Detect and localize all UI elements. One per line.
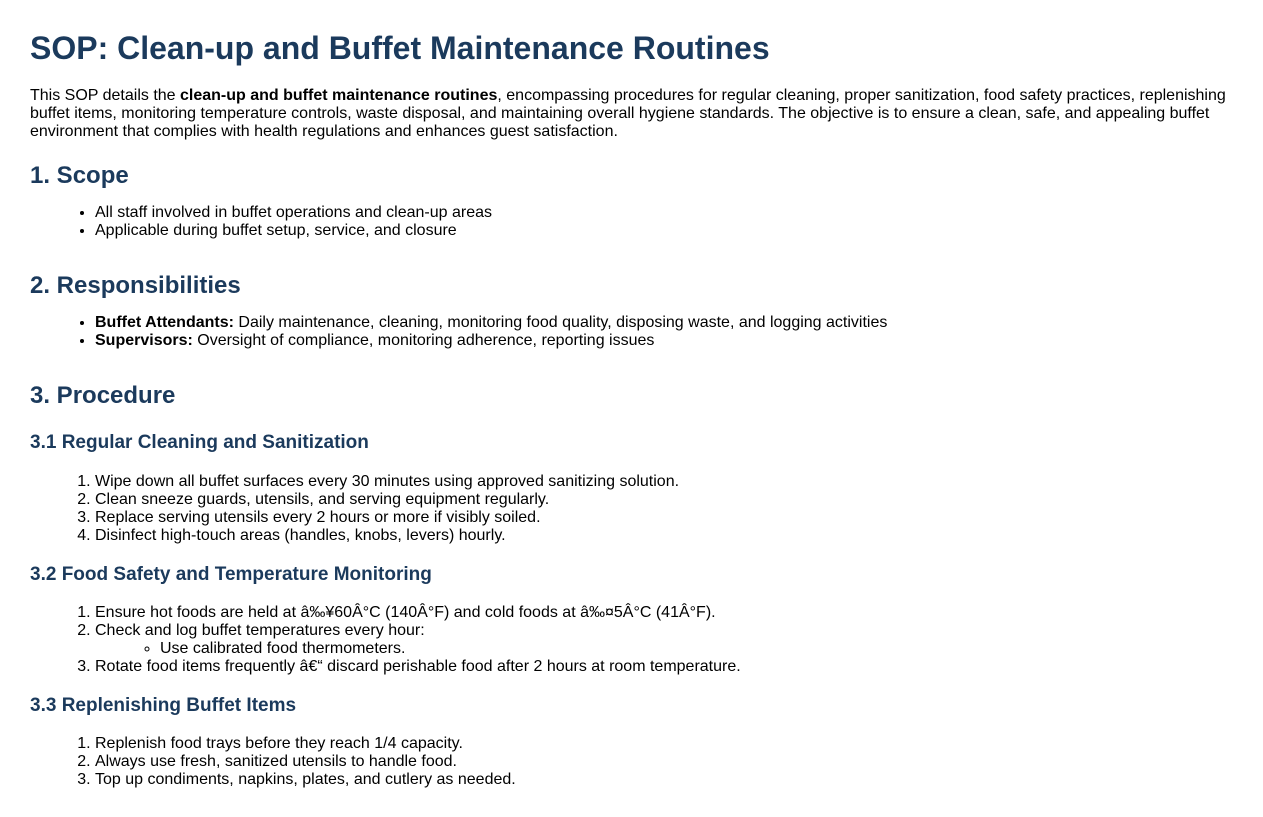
page-title: SOP: Clean-up and Buffet Maintenance Routines — [30, 30, 770, 66]
cleaning-list — [30, 473, 1233, 545]
food-safety-substep: ◦ Use calibrated food thermometers. — [160, 640, 1233, 658]
intro-text-after: , encompassing procedures for regular cleaning, proper sanitization, food safety practices, replenishing buffet items, monitoring temperature controls, waste disposal, and maintaining overall hygiene standards. The objective is to ensure a clean, safe, and appealing buffet environment that complies with health regulations and enhances guest satisfaction. — [30, 87, 1226, 140]
food-safety-step: 3. Rotate food items frequently â€“ discard perishable food after 2 hours at room temperature. — [95, 658, 1233, 676]
responsibility-text: Oversight of compliance, monitoring adherence, reporting issues — [192, 332, 655, 349]
responsibility-role: Buffet Attendants: — [95, 314, 234, 331]
replenishing-heading: 3.3 Replenishing Buffet Items — [30, 695, 297, 716]
scope-item: • All staff involved in buffet operations and clean-up areas — [95, 204, 1233, 222]
cleaning-step: 1. Wipe down all buffet surfaces every 30 minutes using approved sanitizing solution. — [95, 473, 1233, 491]
food-safety-step-text: Check and log buffet temperatures every hour: — [95, 622, 425, 639]
intro-paragraph — [30, 87, 1233, 141]
document — [0, 30, 1263, 789]
cleaning-step: 4. Disinfect high-touch areas (handles, knobs, levers) hourly. — [95, 527, 1233, 545]
food-safety-step — [95, 622, 1233, 658]
cleaning-step: 3. Replace serving utensils every 2 hours or more if visibly soiled. — [95, 509, 1233, 527]
responsibility-item — [95, 314, 1233, 332]
cleaning-step: 2. Clean sneeze guards, utensils, and serving equipment regularly. — [95, 491, 1233, 509]
scope-heading: 1. Scope — [30, 162, 129, 189]
intro-text-bold: clean-up and buffet maintenance routines — [180, 87, 498, 104]
cleaning-heading: 3.1 Regular Cleaning and Sanitization — [30, 432, 369, 453]
scope-item: • Applicable during buffet setup, service, and closure — [95, 222, 1233, 240]
replenishing-step: 3. Top up condiments, napkins, plates, and cutlery as needed. — [95, 771, 1233, 789]
procedure-heading: 3. Procedure — [30, 382, 176, 409]
replenishing-step: 1. Replenish food trays before they reach 1/4 capacity. — [95, 735, 1233, 753]
responsibility-role: Supervisors: — [95, 332, 193, 349]
responsibility-item — [95, 332, 1233, 350]
scope-list — [30, 204, 1233, 240]
intro-text-before: This SOP details the — [30, 87, 180, 104]
food-safety-heading: 3.2 Food Safety and Temperature Monitoring — [30, 564, 432, 585]
responsibility-text: Daily maintenance, cleaning, monitoring food quality, disposing waste, and logging activities — [233, 314, 888, 331]
responsibilities-list — [30, 314, 1233, 350]
food-safety-sublist — [95, 640, 1233, 658]
responsibilities-heading: 2. Responsibilities — [30, 272, 241, 299]
food-safety-list — [30, 604, 1233, 676]
food-safety-step: 1. Ensure hot foods are held at â‰¥60Â°C (140Â°F) and cold foods at â‰¤5Â°C (41Â°F). — [95, 604, 1233, 622]
replenishing-step: 2. Always use fresh, sanitized utensils to handle food. — [95, 753, 1233, 771]
replenishing-list — [30, 735, 1233, 789]
